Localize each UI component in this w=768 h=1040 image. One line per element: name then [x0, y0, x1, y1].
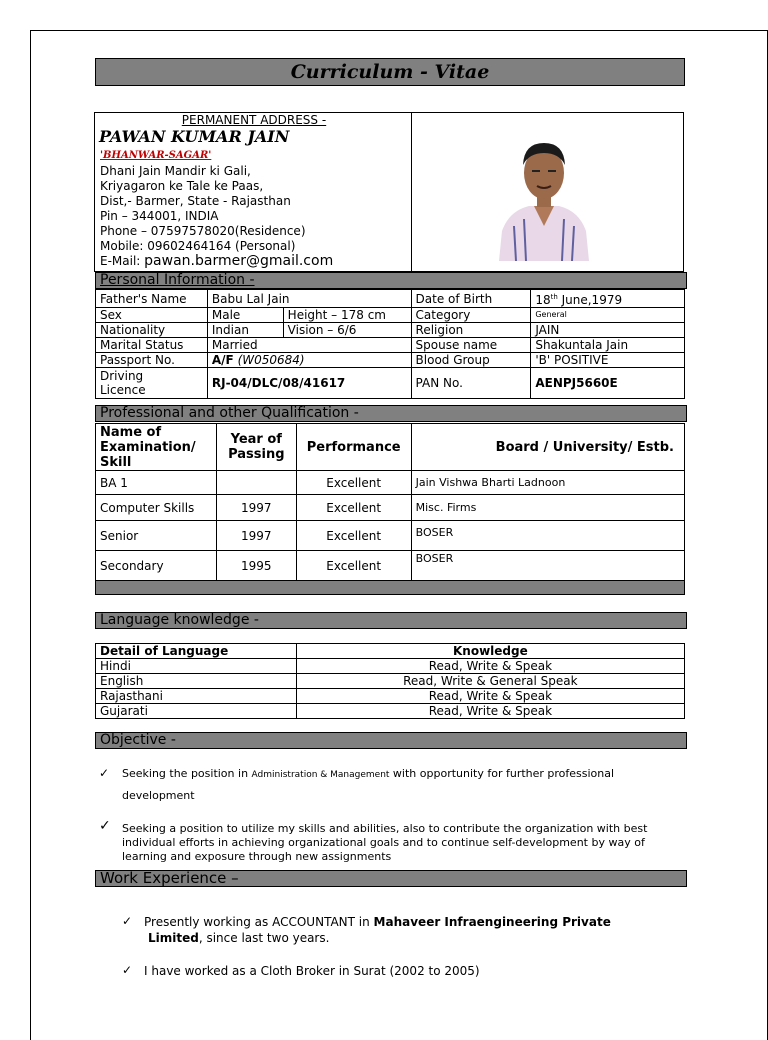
label-cell: Date of Birth [411, 290, 531, 308]
table-cell: BA 1 [96, 471, 217, 495]
table-cell: Excellent [296, 471, 411, 495]
table-cell: Gujarati [96, 704, 297, 719]
label-cell: Spouse name [411, 338, 531, 353]
label-cell [96, 368, 208, 399]
table-row [96, 659, 685, 674]
table-cell: Excellent [296, 495, 411, 521]
table-row [96, 674, 685, 689]
table-row [96, 290, 685, 308]
email-link[interactable]: pawan.barmer@gmail.com [144, 253, 334, 269]
check-icon: ✓ [99, 766, 110, 780]
label-cell: Category [411, 308, 531, 323]
value-cell: 'B' POSITIVE [531, 353, 685, 368]
passport-number: (W050684) [237, 353, 305, 367]
table-cell: 1997 [216, 495, 296, 521]
table-cell: Computer Skills [96, 495, 217, 521]
value-cell: Indian [207, 323, 283, 338]
table-header-row [96, 644, 685, 659]
email-label: E-Mail: [100, 254, 141, 268]
table-cell: 1997 [216, 521, 296, 551]
table-row [96, 353, 685, 368]
language-table [95, 643, 685, 719]
value-cell: General [531, 308, 685, 323]
candidate-alias: 'BHANWAR-SAGAR' [100, 150, 212, 161]
address-line: Dhani Jain Mandir ki Gali, [100, 164, 251, 178]
value-cell: AENPJ5660E [531, 368, 685, 399]
table-footer-row [96, 581, 685, 595]
objective-text: with opportunity for further professional [389, 767, 615, 780]
objective-text: Seeking the position in [122, 767, 252, 780]
dob-day: 18 [535, 293, 551, 307]
value-cell: Height – 178 cm [283, 308, 411, 323]
column-header: Detail of Language [96, 644, 297, 659]
language-heading: Language knowledge - [95, 612, 687, 629]
table-cell: Misc. Firms [411, 495, 684, 521]
address-block [94, 112, 412, 272]
table-cell: Read, Write & Speak [296, 704, 684, 719]
objective-text: learning and exposure through new assignments [122, 850, 392, 863]
value-cell: Shakuntala Jain [531, 338, 685, 353]
table-cell: Rajasthani [96, 689, 297, 704]
work-experience-heading: Work Experience – [95, 870, 687, 887]
value-cell: Babu Lal Jain [207, 290, 411, 308]
table-cell: Read, Write & Speak [296, 689, 684, 704]
label-cell: Nationality [96, 323, 208, 338]
footer-cell [96, 581, 685, 595]
value-cell [207, 353, 411, 368]
table-row [96, 338, 685, 353]
check-icon: ✓ [122, 914, 133, 928]
objective-text: Seeking a position to utilize my skills and abilities, also to contribute the organization with best [122, 822, 648, 835]
label-cell: Sex [96, 308, 208, 323]
column-header: Board / University/ Estb. [411, 424, 684, 471]
value-cell: Male [207, 308, 283, 323]
label-cell: Marital Status [96, 338, 208, 353]
column-header: Performance [296, 424, 411, 471]
table-cell: 1995 [216, 551, 296, 581]
table-row [96, 521, 685, 551]
column-header: Year of Passing [216, 424, 296, 471]
label-cell: Passport No. [96, 353, 208, 368]
dl-label-1: Driving [100, 369, 144, 383]
check-icon: ✓ [99, 818, 111, 834]
table-row [96, 704, 685, 719]
table-row [96, 323, 685, 338]
company-name: Mahaveer Infraengineering Private [373, 915, 611, 929]
value-cell: Married [207, 338, 411, 353]
label-cell: Religion [411, 323, 531, 338]
table-row [96, 368, 685, 399]
label-cell: Father's Name [96, 290, 208, 308]
table-cell: Read, Write & Speak [296, 659, 684, 674]
table-row [96, 689, 685, 704]
column-header: Name of Examination/ Skill [96, 424, 217, 471]
objective-item [122, 766, 684, 809]
value-cell: JAIN [531, 323, 685, 338]
table-row [96, 308, 685, 323]
table-cell [216, 471, 296, 495]
qualification-table [95, 423, 685, 595]
qualification-heading: Professional and other Qualification - [95, 405, 687, 422]
email-line [100, 254, 333, 269]
personal-info-heading [95, 272, 687, 289]
objective-heading: Objective - [95, 732, 687, 749]
address-line: Pin – 344001, INDIA [100, 209, 219, 223]
table-header-row [96, 424, 685, 471]
mobile-line: Mobile: 09602464164 (Personal) [100, 239, 296, 253]
profile-photo [494, 131, 594, 261]
personal-info-heading-text: Personal Information - [100, 272, 255, 288]
company-name: Limited [148, 931, 199, 945]
value-cell: Vision – 6/6 [283, 323, 411, 338]
table-cell: Excellent [296, 551, 411, 581]
objective-item [122, 822, 684, 864]
photo-frame [411, 112, 684, 272]
table-cell: Senior [96, 521, 217, 551]
table-cell: Secondary [96, 551, 217, 581]
objective-text: development [122, 789, 195, 802]
table-cell: BOSER [411, 521, 684, 551]
phone-line: Phone – 07597578020(Residence) [100, 224, 306, 238]
objective-text: individual efforts in achieving organizational goals and to continue self-development by way of [122, 836, 645, 849]
value-cell [531, 290, 685, 308]
candidate-name: PAWAN KUMAR JAIN [99, 127, 290, 146]
dob-suffix: th [550, 293, 558, 301]
table-cell: Hindi [96, 659, 297, 674]
table-cell: Jain Vishwa Bharti Ladnoon [411, 471, 684, 495]
address-line: Dist,- Barmer, State - Rajasthan [100, 194, 291, 208]
passport-prefix: A/F [211, 353, 234, 367]
table-cell: BOSER [411, 551, 684, 581]
table-cell: English [96, 674, 297, 689]
dl-label-2: Licence [100, 383, 146, 397]
check-icon: ✓ [122, 963, 133, 977]
table-cell: Read, Write & General Speak [296, 674, 684, 689]
dob-rest: June,1979 [557, 293, 623, 307]
personal-info-table [95, 289, 685, 399]
table-row [96, 551, 685, 581]
work-item [144, 914, 684, 946]
table-row [96, 471, 685, 495]
work-text: , since last two years. [198, 931, 330, 945]
label-cell: Blood Group [411, 353, 531, 368]
cv-title: Curriculum - Vitae [95, 58, 685, 86]
label-cell: PAN No. [411, 368, 531, 399]
table-cell: Excellent [296, 521, 411, 551]
work-item: I have worked as a Cloth Broker in Surat (2002 to 2005) [144, 964, 480, 978]
address-heading: PERMANENT ADDRESS - [181, 113, 327, 127]
column-header: Knowledge [296, 644, 684, 659]
objective-text-emphasis: Administration & Management [251, 770, 390, 780]
address-line: Kriyagaron ke Tale ke Paas, [100, 179, 264, 193]
table-row [96, 495, 685, 521]
work-text: Presently working as ACCOUNTANT in [144, 915, 374, 929]
value-cell: RJ-04/DLC/08/41617 [207, 368, 411, 399]
